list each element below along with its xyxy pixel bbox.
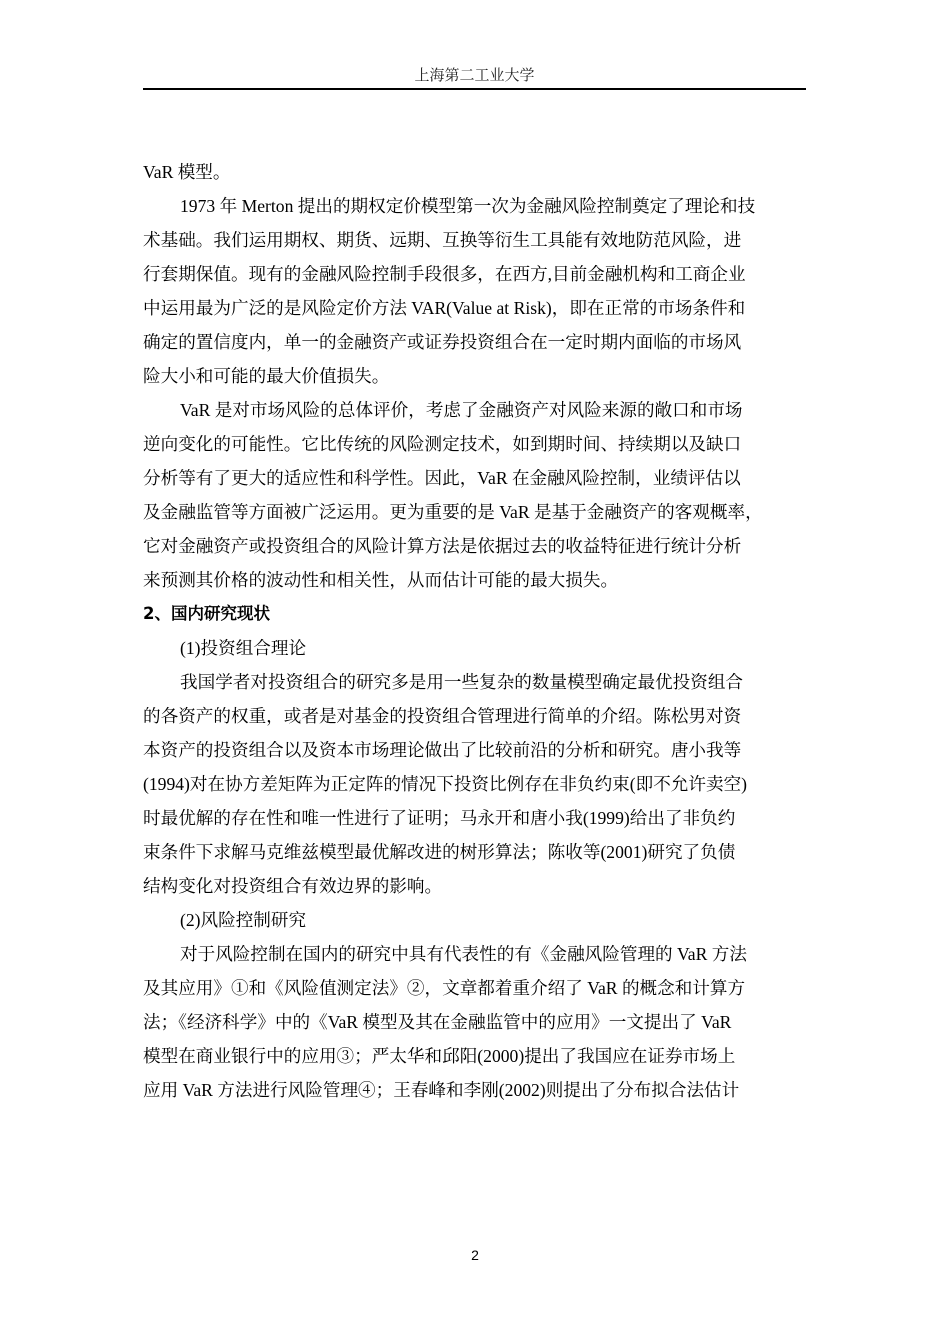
text-line: 术基础。我们运用期权、期货、远期、互换等衍生工具能有效地防范风险，进 <box>143 230 742 250</box>
text-line: 逆向变化的可能性。它比传统的风险测定技术，如到期时间、持续期以及缺口 <box>143 434 742 454</box>
text-line: 行套期保值。现有的金融风险控制手段很多，在西方,目前金融机构和工商企业 <box>143 264 746 284</box>
text-line: 中运用最为广泛的是风险定价方法 VAR(Value at Risk)，即在正常的市场条件和 <box>143 298 746 318</box>
text-line: (1994)对在协方差矩阵为正定阵的情况下投资比例存在非负约束(即不允许卖空) <box>143 774 748 794</box>
text-line: 本资产的投资组合以及资本市场理论做出了比较前沿的分析和研究。唐小我等 <box>143 740 742 760</box>
document-body <box>143 156 806 1108</box>
text-line: VaR 模型。 <box>143 162 231 182</box>
text-line: 来预测其价格的波动性和相关性，从而估计可能的最大损失。 <box>143 570 619 590</box>
text-line: 束条件下求解马克维兹模型最优解改进的树形算法；陈收等(2001)研究了负债 <box>143 842 736 862</box>
text-line: 险大小和可能的最大价值损失。 <box>143 366 390 386</box>
text-line: 结构变化对投资组合有效边界的影响。 <box>143 876 443 896</box>
text-line: 及其应用》①和《风险值测定法》②，文章都着重介绍了 VaR 的概念和计算方 <box>143 978 746 998</box>
text-line: 分析等有了更大的适应性和科学性。因此，VaR 在金融风险控制，业绩评估以 <box>143 468 741 488</box>
text-line: 应用 VaR 方法进行风险管理④；王春峰和李刚(2002)则提出了分布拟合法估计 <box>143 1080 740 1100</box>
text-line: 确定的置信度内，单一的金融资产或证券投资组合在一定时期内面临的市场风 <box>143 332 742 352</box>
text-line: 法；《经济科学》中的《VaR 模型及其在金融监管中的应用》一文提出了 VaR <box>143 1012 732 1032</box>
page-number: 2 <box>471 1247 479 1263</box>
text-line: 及金融监管等方面被广泛运用。更为重要的是 VaR 是基于金融资产的客观概率， <box>143 502 763 522</box>
text-line: VaR 是对市场风险的总体评价，考虑了金融资产对风险来源的敞口和市场 <box>180 400 743 420</box>
text-line: 它对金融资产或投资组合的风险计算方法是依据过去的收益特征进行统计分析 <box>143 536 742 556</box>
text-line: 对于风险控制在国内的研究中具有代表性的有《金融风险管理的 VaR 方法 <box>180 944 747 964</box>
text-line: (1)投资组合理论 <box>180 638 307 658</box>
header-rule <box>143 88 806 90</box>
text-line: 我国学者对投资组合的研究多是用一些复杂的数量模型确定最优投资组合 <box>180 672 744 692</box>
text-line: 模型在商业银行中的应用③；严太华和邱阳(2000)提出了我国应在证券市场上 <box>143 1046 736 1066</box>
text-line: 时最优解的存在性和唯一性进行了证明；马永开和唐小我(1999)给出了非负约 <box>143 808 736 828</box>
text-line: 1973 年 Merton 提出的期权定价模型第一次为金融风险控制奠定了理论和技 <box>180 196 756 216</box>
section-heading: 2、国内研究现状 <box>143 604 270 623</box>
running-header: 上海第二工业大学 <box>414 68 535 84</box>
text-line: (2)风险控制研究 <box>180 910 307 930</box>
text-line: 的各资产的权重，或者是对基金的投资组合管理进行简单的介绍。陈松男对资 <box>143 706 742 726</box>
